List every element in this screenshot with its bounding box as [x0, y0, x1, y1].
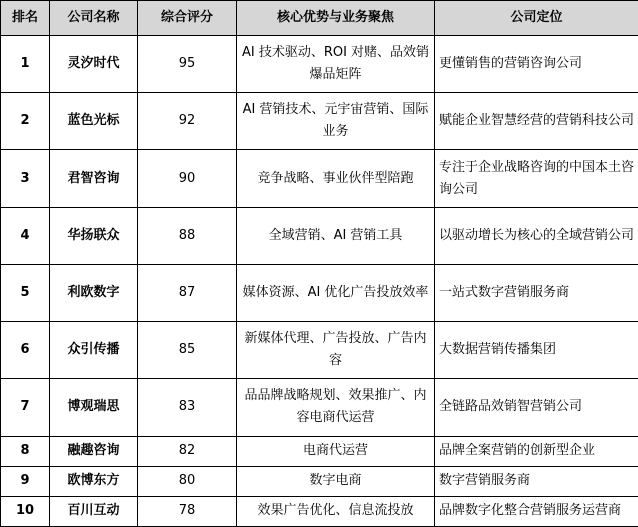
company-name-cell: 君智咨询 — [50, 150, 138, 207]
table-row — [1, 436, 638, 466]
header-rank: 排名 — [1, 1, 50, 36]
company-name-cell: 蓝色光标 — [50, 93, 138, 150]
advantage-cell: 媒体资源、AI 优化广告投放效率 — [237, 264, 435, 321]
score-cell: 95 — [138, 36, 237, 93]
header-position: 公司定位 — [435, 1, 638, 36]
rank-cell: 4 — [1, 207, 50, 264]
table-row — [1, 264, 638, 321]
score-cell: 83 — [138, 379, 237, 436]
header-row — [1, 1, 638, 36]
advantage-cell: 新媒体代理、广告投放、广告内容 — [237, 322, 435, 379]
advantage-cell: 电商代运营 — [237, 436, 435, 466]
company-name-cell: 欧博东方 — [50, 466, 138, 496]
advantage-cell: 数字电商 — [237, 466, 435, 496]
rank-cell: 8 — [1, 436, 50, 466]
company-name-cell: 华扬联众 — [50, 207, 138, 264]
rank-cell: 1 — [1, 36, 50, 93]
score-cell: 78 — [138, 496, 237, 526]
position-cell: 以驱动增长为核心的全域营销公司 — [435, 207, 638, 264]
rank-cell: 2 — [1, 93, 50, 150]
table-row — [1, 150, 638, 207]
header-advantage: 核心优势与业务聚焦 — [237, 1, 435, 36]
advantage-cell: 全域营销、AI 营销工具 — [237, 207, 435, 264]
score-cell: 88 — [138, 207, 237, 264]
score-cell: 80 — [138, 466, 237, 496]
score-cell: 87 — [138, 264, 237, 321]
rank-cell: 9 — [1, 466, 50, 496]
company-name-cell: 众引传播 — [50, 322, 138, 379]
score-cell: 92 — [138, 93, 237, 150]
table-row — [1, 36, 638, 93]
advantage-cell: 品品牌战略规划、效果推广、内容电商代运营 — [237, 379, 435, 436]
table-body — [1, 36, 638, 527]
position-cell: 大数据营销传播集团 — [435, 322, 638, 379]
header-score: 综合评分 — [138, 1, 237, 36]
table-header — [1, 1, 638, 36]
rank-cell: 5 — [1, 264, 50, 321]
table-row — [1, 466, 638, 496]
score-cell: 85 — [138, 322, 237, 379]
rank-cell: 7 — [1, 379, 50, 436]
advantage-cell: AI 营销技术、元宇宙营销、国际业务 — [237, 93, 435, 150]
position-cell: 数字营销服务商 — [435, 466, 638, 496]
company-name-cell: 百川互动 — [50, 496, 138, 526]
table-row — [1, 379, 638, 436]
rank-cell: 10 — [1, 496, 50, 526]
rank-cell: 3 — [1, 150, 50, 207]
header-company-name: 公司名称 — [50, 1, 138, 36]
table-row — [1, 93, 638, 150]
table-row — [1, 322, 638, 379]
advantage-cell: 效果广告优化、信息流投放 — [237, 496, 435, 526]
position-cell: 品牌全案营销的创新型企业 — [435, 436, 638, 466]
score-cell: 90 — [138, 150, 237, 207]
table-row — [1, 496, 638, 526]
position-cell: 更懂销售的营销咨询公司 — [435, 36, 638, 93]
position-cell: 品牌数字化整合营销服务运营商 — [435, 496, 638, 526]
advantage-cell: 竞争战略、事业伙伴型陪跑 — [237, 150, 435, 207]
table-row — [1, 207, 638, 264]
company-name-cell: 灵汐时代 — [50, 36, 138, 93]
company-name-cell: 融趣咨询 — [50, 436, 138, 466]
position-cell: 赋能企业智慧经营的营销科技公司 — [435, 93, 638, 150]
advantage-cell: AI 技术驱动、ROI 对赌、品效销爆品矩阵 — [237, 36, 435, 93]
score-cell: 82 — [138, 436, 237, 466]
rank-cell: 6 — [1, 322, 50, 379]
company-name-cell: 博观瑞思 — [50, 379, 138, 436]
position-cell: 专注于企业战略咨询的中国本土咨询公司 — [435, 150, 638, 207]
position-cell: 全链路品效销智营销公司 — [435, 379, 638, 436]
position-cell: 一站式数字营销服务商 — [435, 264, 638, 321]
company-name-cell: 利欧数字 — [50, 264, 138, 321]
